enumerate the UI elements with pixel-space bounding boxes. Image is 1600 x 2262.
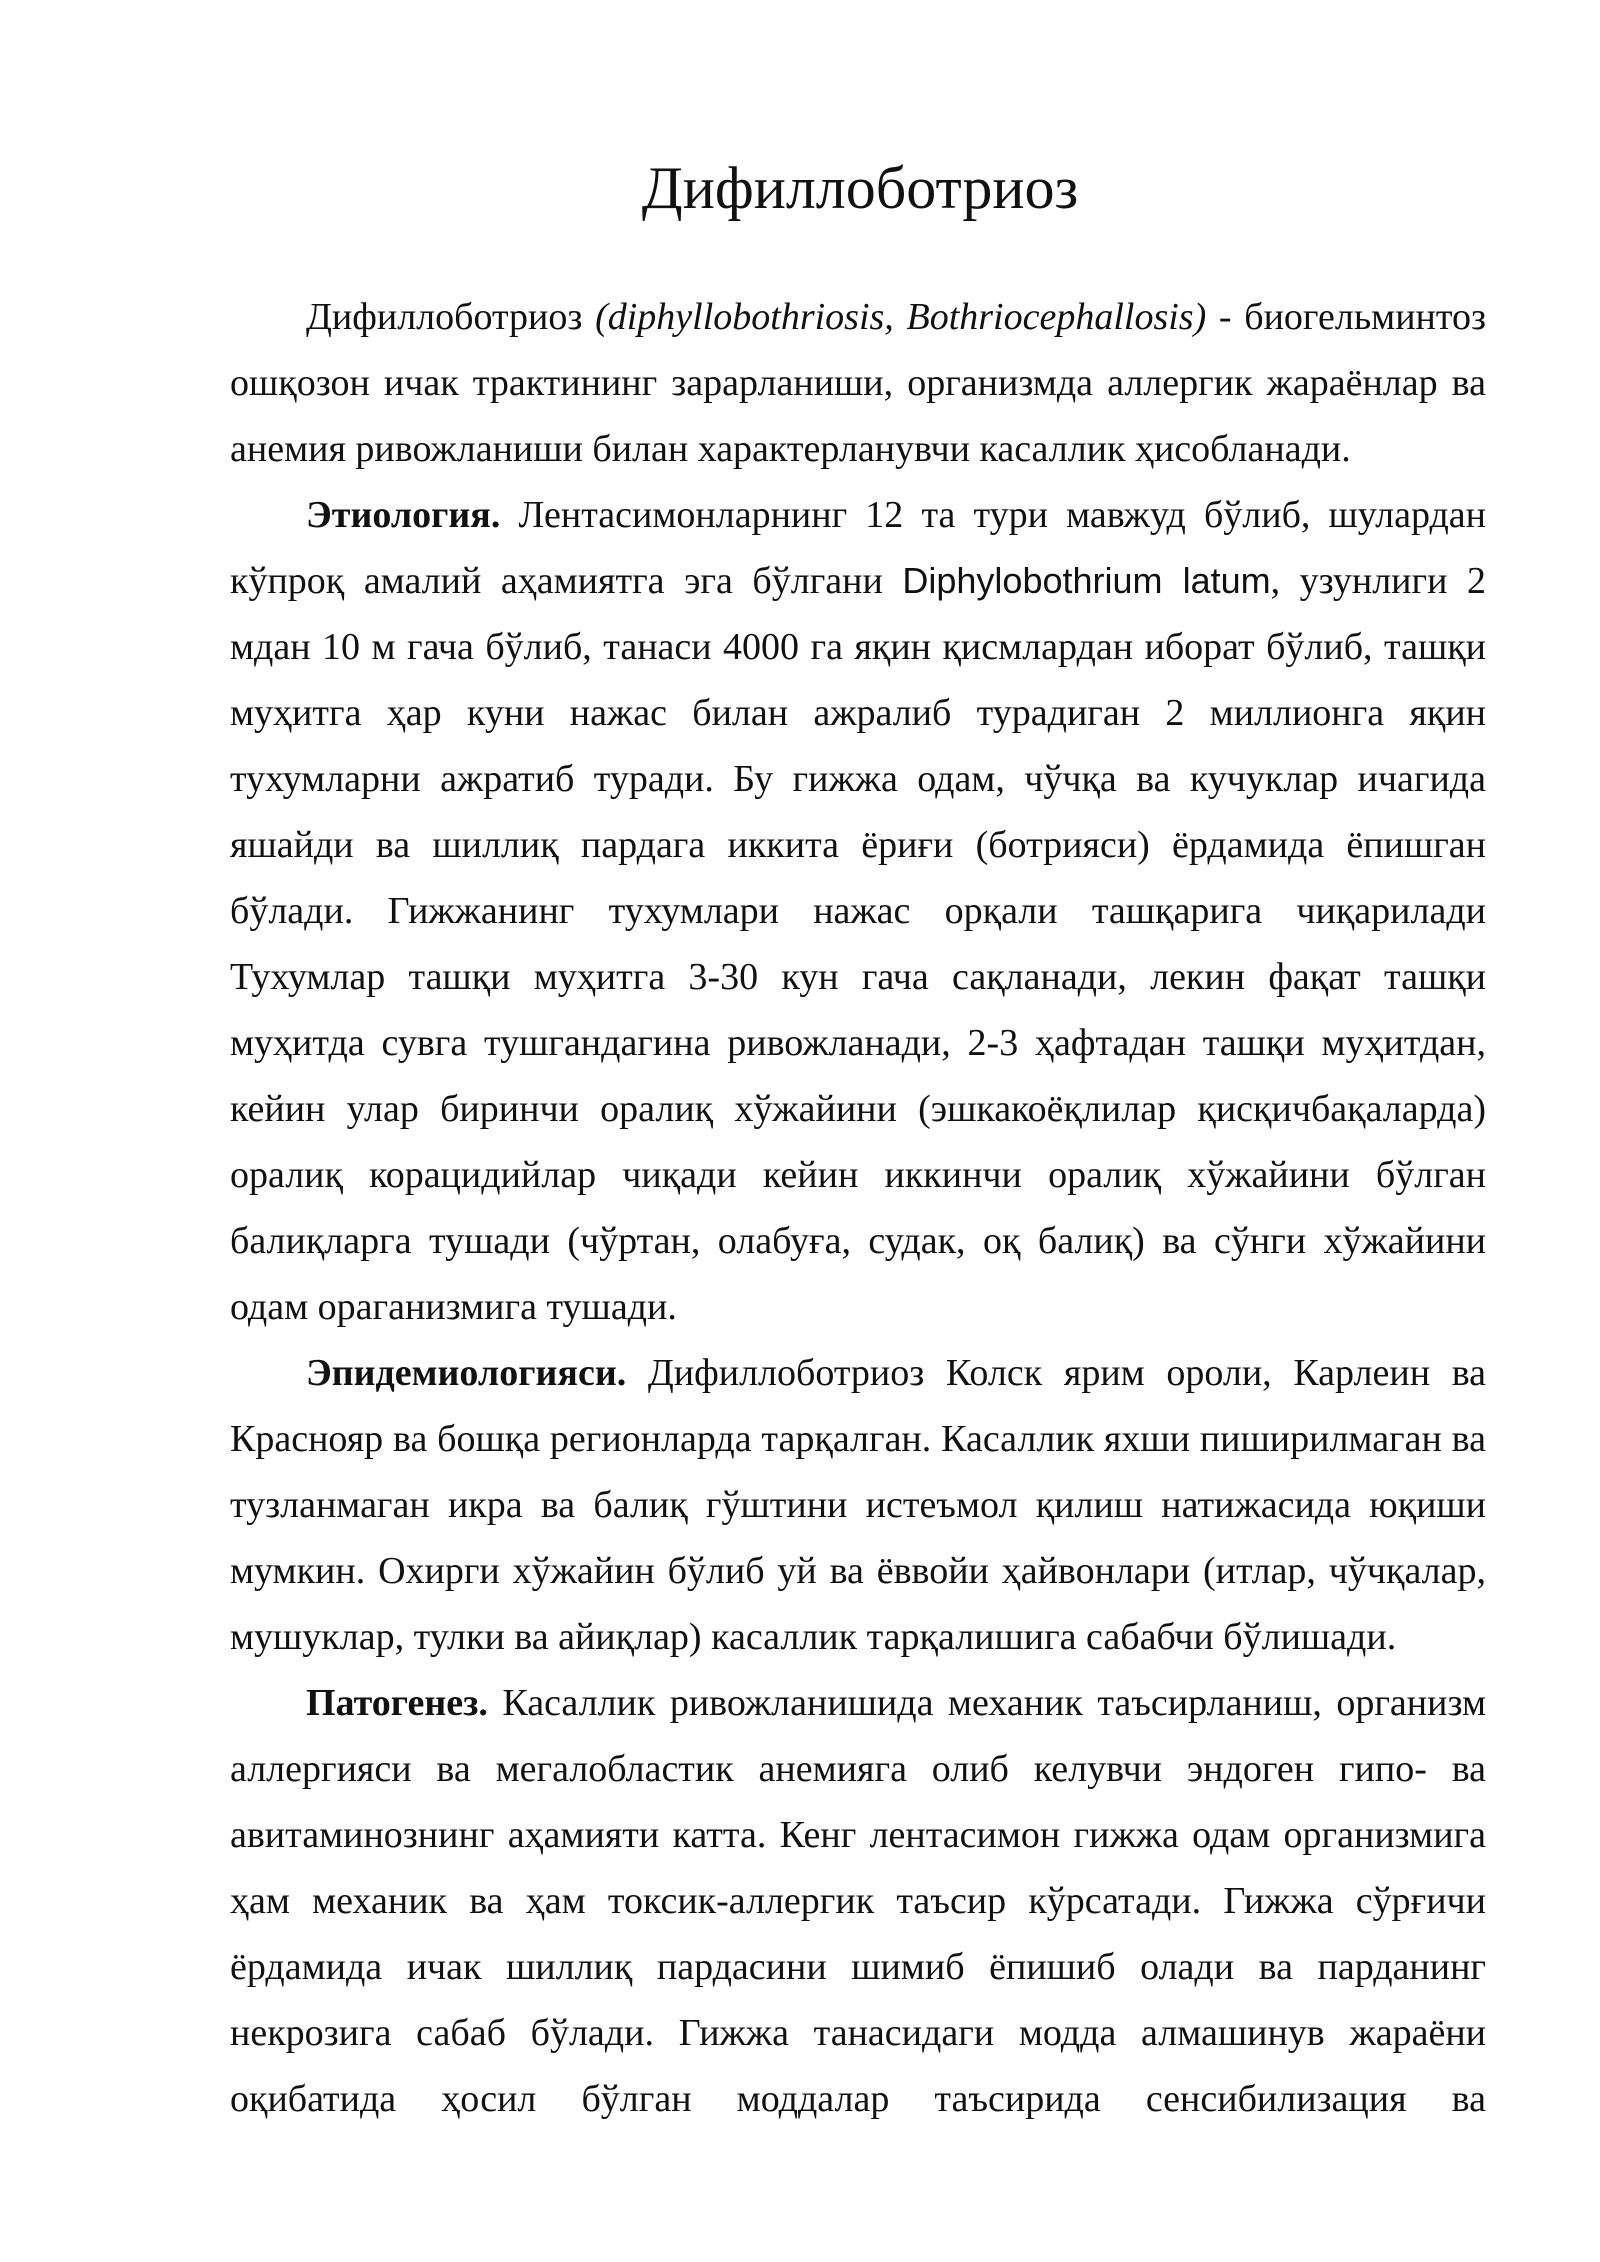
intro-text: - биогельминтоз ошқозон ичак трактининг зарарланиши, организмда аллергик жараёнлар ва анемия ривожланиши билан характерланувчи касаллик ҳисобланади. <box>230 296 1487 470</box>
document-body <box>230 284 1486 2132</box>
intro-paragraph <box>230 284 1486 482</box>
etiology-latin-name: Diphylobothrium latum <box>902 560 1271 601</box>
intro-latin-name: (diphyllobothriosis, Bothriocephallosis) <box>595 296 1207 338</box>
epidemiology-heading: Эпидемиологияси. <box>306 1352 627 1394</box>
etiology-paragraph <box>230 482 1486 1340</box>
pathogenesis-heading: Патогенез. <box>306 1682 488 1724</box>
epidemiology-text: Дифиллоботриоз Колск ярим ороли, Карлеин ва Краснояр ва бошқа регионларда тарқалган. Касаллик яхши пиширилмаган ва тузланмаган икра ва балиқ гўштини истеъмол қилиш натижасида юқиши мумкин. Охирги хўжайин бўлиб уй ва ёввойи ҳайвонлари (итлар, чўчқалар, мушуклар, тулки ва айиқлар) касаллик тарқалишига сабабчи бўлишади. <box>230 1352 1486 1658</box>
etiology-text-before-latin: Лентасимонларнинг 12 та тури мавжуд бўлиб, шулардан кўпроқ амалий аҳамиятга эга бўлгани <box>230 494 1486 602</box>
pathogenesis-paragraph <box>230 1670 1486 2132</box>
intro-term: Дифиллоботриоз <box>306 296 583 338</box>
etiology-text-after-latin: , узунлиги 2 мдан 10 м гача бўлиб, танаси 4000 га яқин қисмлардан иборат бўлиб, ташқи муҳитга ҳар куни нажас билан ажралиб турадиган 2 миллионга яқин тухумларни ажратиб туради. Бу гижжа одам, чўчқа ва кучуклар ичагида яшайди ва шиллиқ пардага иккита ёриғи (ботрияси) ёрдамида ёпишган бўлади. Гижжанинг тухумлари нажас орқали ташқарига чиқарилади Тухумлар ташқи муҳитга 3-30 кун гача сақланади, лекин фақат ташқи муҳитда сувга тушгандагина ривожланади, 2-3 ҳафтадан ташқи муҳитдан, кейин улар биринчи оралиқ хўжайини (эшкакоёқлилар қисқичбақаларда) оралиқ корацидийлар чиқади кейин иккинчи оралиқ хўжайини бўлган балиқларга тушади (чўртан, олабуға, судак, оқ балиқ) ва сўнги хўжайини одам ораганизмига тушади. <box>230 560 1486 1328</box>
pathogenesis-text: Касаллик ривожланишида механик таъсирланиш, организм аллергияси ва мегалобластик анемияга олиб келувчи эндоген гипо- ва авитаминознинг аҳамияти катта. Кенг лентасимон гижжа одам организмига ҳам механик ва ҳам токсик-аллергик таъсир кўрсатади. Гижжа сўрғичи ёрдамида ичак шиллиқ пардасини шимиб ёпишиб олади ва парданинг некрозига сабаб бўлади. Гижжа танасидаги модда алмашинув жараёни оқибатида ҳосил бўлган моддалар таъсирида сенсибилизация ва <box>230 1682 1486 2120</box>
page-title: Дифиллоботриоз <box>641 155 1079 221</box>
epidemiology-paragraph <box>230 1340 1486 1670</box>
etiology-heading: Этиология. <box>306 494 501 536</box>
